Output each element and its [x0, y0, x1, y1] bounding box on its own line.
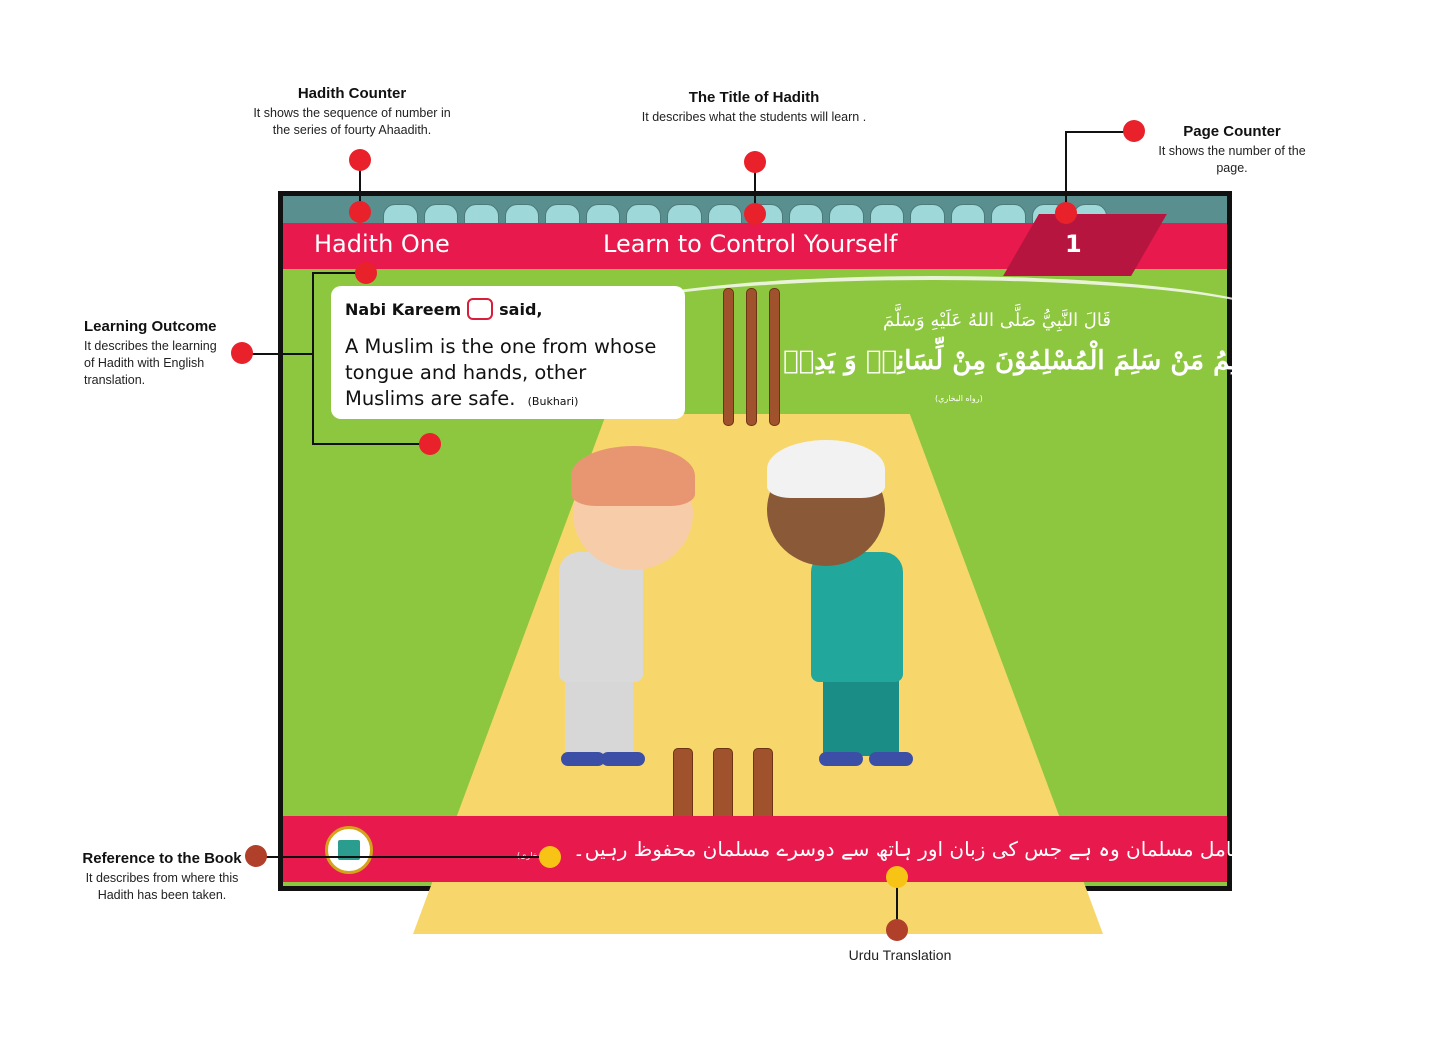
learning-outcome-callout — [84, 318, 230, 389]
kid-sandal — [601, 752, 645, 766]
callout-description: It shows the number of the page. — [1158, 144, 1306, 175]
reference-marker — [539, 846, 561, 868]
hadith-reference: (Bukhari) — [527, 395, 579, 408]
connector-line — [312, 443, 430, 445]
arabic-hadith: اَلْمُسْلِمُ مَنْ سَلِمَ الْمُسْلِمُوْنَ مِنْ لِّسَانِهٖ وَ يَدِهٖ — [783, 346, 1293, 376]
callout-title: Urdu Translation — [848, 947, 952, 963]
callout-title: The Title of Hadith — [688, 89, 820, 106]
title-of-hadith-callout — [632, 89, 876, 126]
hadith-counter-marker — [349, 149, 371, 171]
urdu-translation-marker — [886, 866, 908, 888]
arabic-intro: قَالَ النَّبِيُّ صَلَّى اللهُ عَلَيْهِ وَسَلَّمَ — [883, 310, 1111, 331]
urdu-translation-callout — [820, 944, 980, 964]
page-number: 1 — [1065, 230, 1082, 258]
learning-outcome-marker — [231, 342, 253, 364]
kid-sandal — [561, 752, 605, 766]
title-marker — [744, 151, 766, 173]
page-counter-marker — [1123, 120, 1145, 142]
title-marker — [744, 203, 766, 225]
stump — [746, 288, 757, 426]
arabic-reference: (رواه البخاري) — [935, 394, 983, 403]
kid-cap — [767, 440, 885, 498]
hadith-english — [345, 334, 671, 415]
hadith-number: Hadith One — [314, 230, 450, 258]
kid-sandal — [819, 752, 863, 766]
reference-callout — [70, 850, 254, 904]
stump — [723, 288, 734, 426]
callout-title: Learning Outcome — [84, 318, 217, 335]
urdu-translation-marker — [886, 919, 908, 941]
callout-description: It describes the learning of Hadith with English translation. — [84, 339, 217, 387]
urdu-translation: نبی کریم ﷺ نے فرمایا: کامل مسلمان وہ ہے جس کی زبان اور ہاتھ سے دوسرے مسلمان محفوظ رہیں۔ — [573, 837, 1438, 861]
stump — [769, 288, 780, 426]
hadith-title: Learn to Control Yourself — [603, 230, 898, 258]
publisher-logo — [325, 826, 373, 874]
stumps-far — [723, 288, 780, 426]
callout-description: It describes what the students will learn . — [641, 110, 867, 124]
page-counter-marker — [1055, 202, 1077, 224]
page-counter-callout — [1150, 123, 1314, 177]
callout-title: Reference to the Book — [82, 850, 242, 867]
learning-outcome-marker — [355, 262, 377, 284]
reference-marker — [245, 845, 267, 867]
intro-text: Nabi Kareem — [345, 299, 462, 319]
connector-line — [1065, 131, 1067, 213]
learning-outcome-marker — [419, 433, 441, 455]
callout-description: It shows the sequence of number in the series of fourty Ahaadith. — [253, 106, 451, 137]
hadith-counter-marker — [349, 201, 371, 223]
kid-body — [811, 552, 903, 682]
kid-cap — [571, 446, 695, 506]
intro-suffix: said, — [499, 299, 543, 319]
connector-line — [312, 272, 314, 444]
connector-line — [256, 856, 550, 858]
card-intro — [345, 298, 671, 320]
kid-sandal — [869, 752, 913, 766]
callout-title: Page Counter — [1183, 123, 1281, 140]
callout-description: It describes from where this Hadith has been taken. — [85, 871, 239, 902]
learning-outcome-card — [331, 286, 685, 419]
hadith-english-text: A Muslim is the one from whose tongue and hands, other Muslims are safe. — [345, 335, 657, 410]
callout-title: Hadith Counter — [297, 85, 407, 102]
salawat-seal-icon — [467, 298, 493, 320]
kid-body — [559, 552, 643, 682]
hadith-counter-callout — [252, 85, 452, 139]
hadith-poster — [278, 191, 1438, 891]
